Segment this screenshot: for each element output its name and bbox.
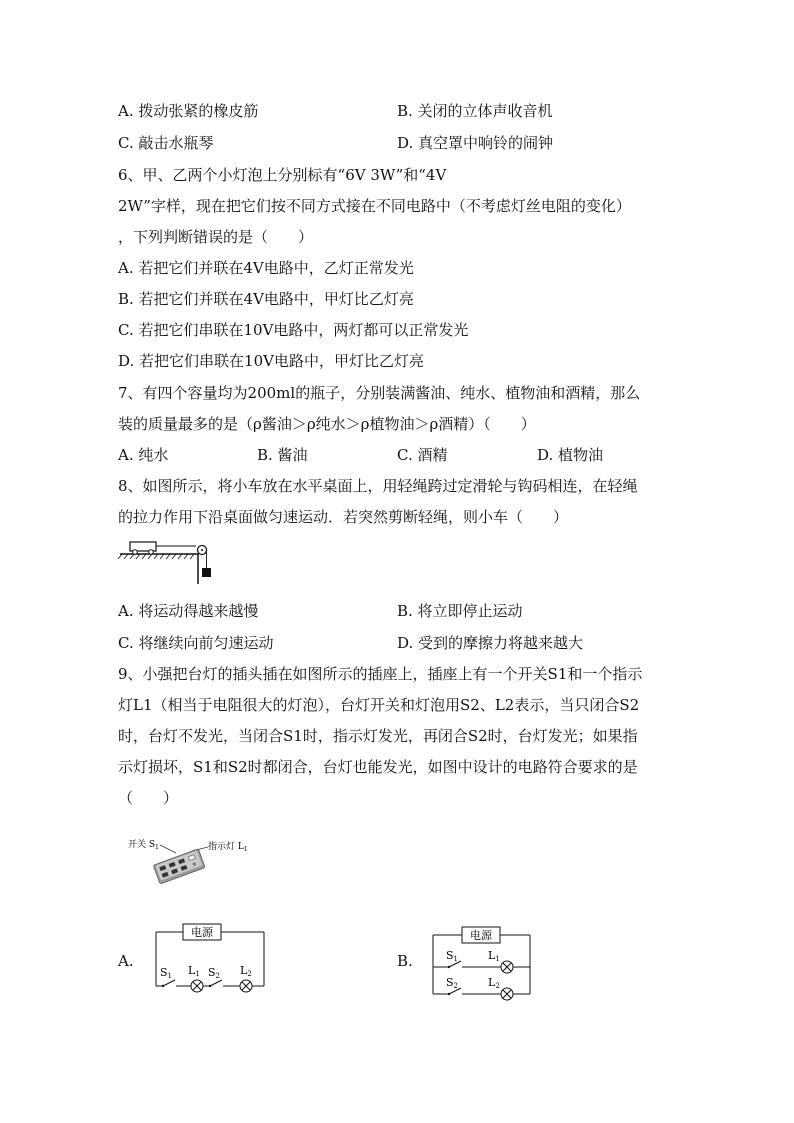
q9-stem-line4: 示灯损坏，S1和S2时都闭合，台灯也能发光，如图中设计的电路符合要求的是 xyxy=(118,758,638,776)
socket-switch-label: 开关 $S_1$ xyxy=(128,840,159,851)
circuit-b-diagram xyxy=(428,922,538,1002)
q9-stem-line2: 灯L1（相当于电阻很大的灯泡），台灯开关和灯泡用S2、L2表示，当只闭合S2 xyxy=(118,696,640,714)
power-strip-figure xyxy=(128,833,258,891)
circuit-a-power-source: 电源 xyxy=(191,926,213,939)
q5-option-a: A. 拨动张紧的橡皮筋 xyxy=(118,102,259,120)
q5-option-c: C. 敲击水瓶琴 xyxy=(118,134,214,152)
q8-option-a: A. 将运动得越来越慢 xyxy=(118,602,259,620)
q7-option-b: B. 酱油 xyxy=(257,446,308,464)
q5-option-d: D. 真空罩中响铃的闹钟 xyxy=(397,134,554,152)
circuit-b-power-source: 电源 xyxy=(470,929,492,942)
q8-option-c: C. 将继续向前匀速运动 xyxy=(118,634,274,652)
q6-option-a: A. 若把它们并联在4V电路中，乙灯正常发光 xyxy=(118,259,414,277)
q6-stem-line1: 6、甲、乙两个小灯泡上分别标有“6V 3W”和“4V xyxy=(118,166,447,184)
circuit-b-l1-label: L1 xyxy=(488,949,500,963)
q7-option-d: D. 植物油 xyxy=(537,446,604,464)
circuit-a-l2-lamp xyxy=(240,980,252,992)
circuit-a-s1-label: S1 xyxy=(160,966,173,980)
circuit-a-l1-label: L1 xyxy=(188,964,200,978)
circuit-a-diagram xyxy=(150,918,270,996)
circuit-b-s1-label: S1 xyxy=(446,949,459,963)
circuit-b-l2-label: L2 xyxy=(488,976,500,990)
q8-stem-line1: 8、如图所示，将小车放在水平桌面上，用轻绳跨过定滑轮与钩码相连，在轻绳 xyxy=(118,477,638,495)
q5-option-b: B. 关闭的立体声收音机 xyxy=(397,102,553,120)
circuit-a-l2-label: L2 xyxy=(240,964,252,978)
circuit-a-s2-label: S2 xyxy=(208,966,221,980)
circuit-b-s2-label: S2 xyxy=(446,976,459,990)
q9-stem-line3: 时，台灯不发光，当闭合S1时，指示灯发光，再闭合S2时，台灯发光；如果指 xyxy=(118,727,638,745)
q6-option-d: D. 若把它们串联在10V电路中，甲灯比乙灯亮 xyxy=(118,352,424,370)
q6-option-b: B. 若把它们并联在4V电路中，甲灯比乙灯亮 xyxy=(118,290,414,308)
circuit-a-label: A. xyxy=(118,952,134,970)
socket-light-label: 指示灯 $L_1$ xyxy=(208,842,248,853)
q6-stem-line2: 2W”字样，现在把它们按不同方式接在不同电路中（不考虑灯丝电阻的变化） xyxy=(118,197,631,215)
q7-stem-line2: 装的质量最多的是（ρ酱油＞ρ纯水＞ρ植物油＞ρ酒精）（ ） xyxy=(118,415,536,433)
circuit-a-s1-switch xyxy=(163,980,175,986)
q9-stem-line5: （ ） xyxy=(118,789,179,807)
q8-option-b: B. 将立即停止运动 xyxy=(397,602,523,620)
q6-option-c: C. 若把它们串联在10V电路中，两灯都可以正常发光 xyxy=(118,321,469,339)
circuit-a-s2-switch xyxy=(210,980,222,986)
q8-stem-line2: 的拉力作用下沿桌面做匀速运动．若突然剪断轻绳，则小车（ ） xyxy=(118,508,569,526)
q7-option-c: C. 酒精 xyxy=(397,446,448,464)
q7-stem-line1: 7、有四个容量均为200ml的瓶子，分别装满酱油、纯水、植物油和酒精，那么 xyxy=(118,384,641,402)
circuit-b-l2-lamp xyxy=(501,988,513,1000)
circuit-b-l1-lamp xyxy=(501,961,513,973)
q9-stem-line1: 9、小强把台灯的插头插在如图所示的插座上，插座上有一个开关S1和一个指示 xyxy=(118,665,643,683)
q8-option-d: D. 受到的摩擦力将越来越大 xyxy=(397,634,584,652)
circuit-a-l1-lamp xyxy=(191,980,203,992)
circuit-b-label: B. xyxy=(397,952,413,970)
q6-stem-line3: ，下列判断错误的是（ ） xyxy=(118,228,314,246)
q7-option-a: A. 纯水 xyxy=(118,446,169,464)
cart-pulley-figure xyxy=(118,534,218,586)
